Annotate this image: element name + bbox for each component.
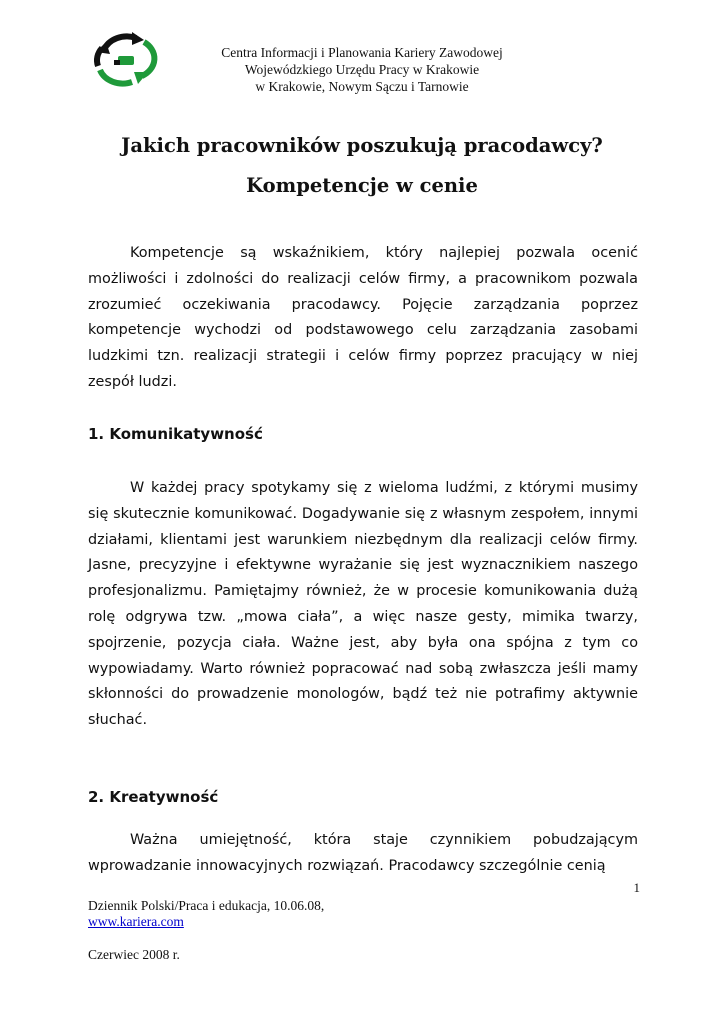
page-number: 1 <box>633 880 640 895</box>
header-line-2: Wojewódzkiego Urzędu Pracy w Krakowie <box>244 62 480 77</box>
intro-paragraph: Kompetencje są wskaźnikiem, który najlepiej pozwala ocenić możliwości i zdolności do realizacji celów firmy, a pracownikom pozwala zrozumieć oczekiwania pracodawcy. Pojęcie zarządzania poprzez kompetencje wychodzi od podstawowego celu zarządzania zasobami ludzkimi tzn. realizacji strategii i celów firmy poprzez pracujący w niej zespół ludzi. <box>88 245 638 390</box>
document-subtitle: Kompetencje w cenie <box>246 174 478 197</box>
section-heading-creativity: 2. Kreatywność <box>88 788 219 806</box>
section-paragraph-creativity: Ważna umiejętność, która staje czynnikiem pobudzającym wprowadzanie innowacyjnych rozwiązań. Pracodawcy szczególnie cenią <box>88 832 638 874</box>
section-heading-communication: 1. Komunikatywność <box>88 425 263 443</box>
institution-header <box>170 44 554 95</box>
footer-source: Dziennik Polski/Praca i edukacja, 10.06.08, <box>88 898 325 913</box>
header-line-1: Centra Informacji i Planowania Kariery Zawodowej <box>221 45 503 60</box>
recycle-arrows-logo-icon <box>92 32 158 88</box>
document-title: Jakich pracowników poszukują pracodawcy? <box>121 134 603 157</box>
footer-link[interactable]: www.kariera.com <box>88 914 184 929</box>
footer-date: Czerwiec 2008 r. <box>88 947 180 962</box>
section-paragraph-communication: W każdej pracy spotykamy się z wieloma ludźmi, z którymi musimy się skutecznie komunikować. Dogadywanie się z własnym zespołem, innymi działami, klientami jest warunkiem niezbędnym dla realizacji celów firmy. Jasne, precyzyjne i efektywne wyrażanie się jest wyznacznikiem naszego profesjonalizmu. Pamiętajmy również, że w procesie komunikowania dużą rolę odgrywa tzw. „mowa ciała”, a więc nasze gesty, mimika twarzy, spojrzenie, pozycja ciała. Ważne jest, aby była ona spójna z tym co wypowiadamy. Warto również popracować nad sobą zwłaszcza jeśli mamy skłonności do prowadzenie monologów, bądź też nie potrafimy aktywnie słuchać. <box>88 480 638 729</box>
header-line-3: w Krakowie, Nowym Sączu i Tarnowie <box>255 79 469 94</box>
